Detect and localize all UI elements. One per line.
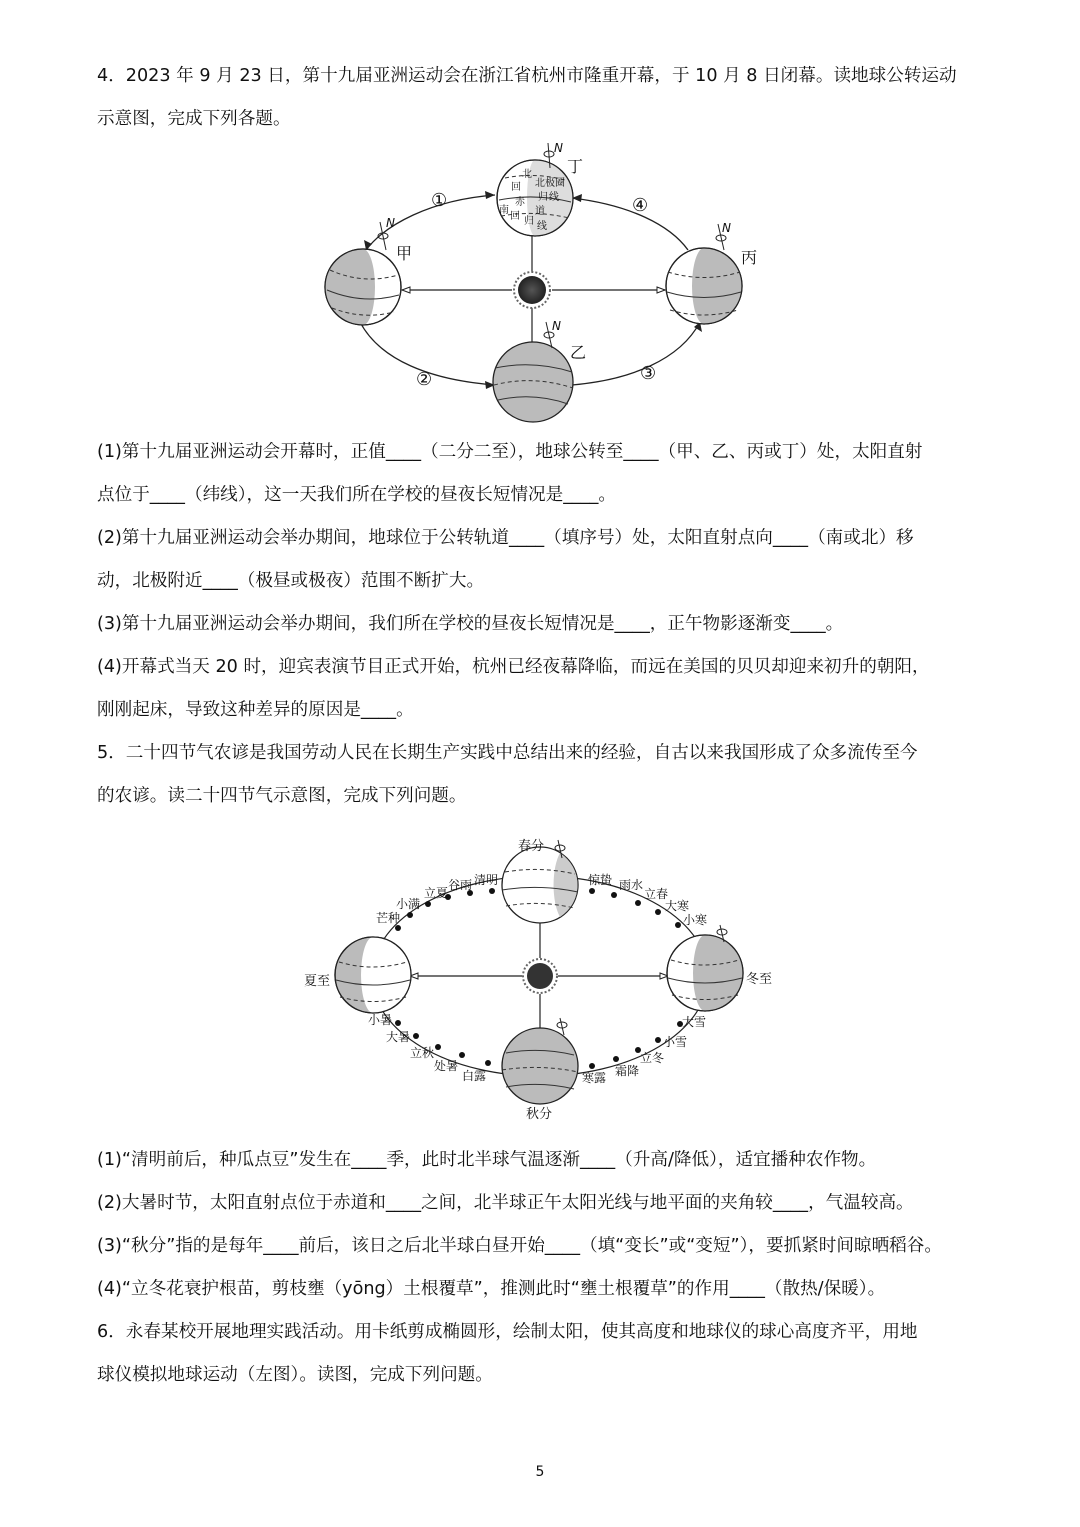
q4-sub4-line2: 刚刚起床，导致这种差异的原因是____。 (97, 700, 414, 720)
q5-sub3: (3)“秋分”指的是每年____前后，该日之后北半球白昼开始____（填“变长”或“变短”），要抓紧时间晾晒稻谷。 (97, 1236, 942, 1256)
north-axis-icon (716, 221, 731, 250)
ding-label: 北 (522, 169, 532, 180)
ding-label: 北极圈 (535, 178, 565, 189)
term-label: 雨水 (619, 878, 644, 892)
earth-revolution-diagram (310, 140, 770, 434)
position-label-jia: 甲 (396, 244, 413, 263)
label-spring-equinox: 春分 (518, 839, 545, 854)
term-label: 小雪 (663, 1035, 688, 1049)
ding-label: 道 (535, 206, 545, 217)
term-label: 大寒 (665, 899, 690, 913)
q4-sub1-line2: 点位于____（纬线），这一天我们所在学校的昼夜长短情况是____。 (97, 485, 617, 505)
orbit-number-2: ② (416, 369, 433, 390)
term-label: 立冬 (640, 1051, 665, 1065)
q5-sub1: (1)“清明前后，种瓜点豆”发生在____季，此时北半球气温逐渐____（升高/降低），适宜播种农作物。 (97, 1150, 877, 1170)
ding-label: 赤 (515, 197, 525, 208)
term-label: 大暑 (386, 1030, 411, 1044)
term-label: 白露 (462, 1069, 487, 1083)
label-winter-solstice: 冬至 (746, 972, 773, 987)
q5-stem-line1: 5．二十四节气农谚是我国劳动人民在长期生产实践中总结出来的经验，自古以来我国形成了众多流传至今 (97, 743, 918, 763)
term-label: 立秋 (410, 1046, 435, 1060)
position-label-bing: 丙 (741, 248, 758, 267)
q6-stem-line2: 球仪模拟地球运动（左图）。读图，完成下列问题。 (97, 1365, 493, 1385)
globe-winter-solstice (667, 935, 743, 1011)
position-label-ding: 丁 (567, 157, 584, 176)
term-label: 谷雨 (448, 878, 473, 892)
orbit-number-1: ① (431, 190, 448, 211)
term-label: 小满 (396, 897, 421, 911)
globe-jia (325, 249, 401, 325)
ding-label: 归 (524, 216, 534, 227)
q4-sub4-line1: (4)开幕式当天 20 时，迎宾表演节目正式开始，杭州已经夜幕降临，而远在美国的贝贝却迎来初升的朝阳， (97, 657, 930, 677)
svg-text:N: N (722, 221, 731, 235)
term-label: 大雪 (682, 1015, 707, 1029)
term-label: 小暑 (368, 1013, 393, 1027)
q5-sub2: (2)大暑时节，太阳直射点位于赤道和____之间，北半球正午太阳光线与地平面的夹角较____，气温较高。 (97, 1193, 914, 1213)
sun-icon (514, 272, 550, 308)
q4-stem-line1: 4．2023 年 9 月 23 日，第十九届亚洲运动会在浙江省杭州市隆重开幕，于 10 月 8 日闭幕。读地球公转运动 (97, 66, 957, 86)
north-axis-icon (378, 216, 395, 250)
orbit-number-3: ③ (640, 363, 657, 384)
q4-sub2-line2: 动，北极附近____（极昼或极夜）范围不断扩大。 (97, 571, 485, 591)
q4-sub1-line1: (1)第十九届亚洲运动会开幕时，正值____（二分二至），地球公转至____（甲、乙、丙或丁）处，太阳直射 (97, 442, 923, 462)
term-label: 立夏 (424, 886, 449, 900)
position-label-yi: 乙 (570, 343, 587, 362)
globe-bing (666, 248, 742, 324)
label-summer-solstice: 夏至 (304, 974, 331, 989)
q4-stem-line2: 示意图，完成下列各题。 (97, 109, 291, 129)
orbit-arc-3 (572, 322, 700, 385)
term-label: 立春 (644, 887, 669, 901)
page-number: 5 (535, 1464, 545, 1480)
term-label: 小寒 (683, 913, 708, 927)
ding-label: 线 (549, 192, 559, 203)
globe-autumn-equinox (502, 1028, 578, 1104)
orbit-number-4: ④ (632, 195, 649, 216)
orbit-arc-4 (572, 198, 688, 250)
globe-ding (497, 160, 573, 236)
q5-stem-line2: 的农谚。读二十四节气示意图，完成下列问题。 (97, 786, 467, 806)
ding-label: 南 (499, 205, 509, 216)
ding-label: 回 (511, 182, 521, 193)
sun-icon (523, 959, 557, 993)
svg-text:N: N (554, 141, 563, 155)
globe-summer-solstice (335, 937, 411, 1013)
term-label: 芒种 (376, 911, 401, 925)
ding-label: 回 (510, 211, 520, 222)
q4-sub3: (3)第十九届亚洲运动会举办期间，我们所在学校的昼夜长短情况是____，正午物影逐渐变____。 (97, 614, 844, 634)
ding-label: 线 (537, 221, 547, 232)
term-label: 寒露 (582, 1071, 607, 1085)
q5-sub4: (4)“立冬花衰护根苗，剪枝壅（yōng）土根覆草”，推测此时“壅土根覆草”的作用____（散热/保暖）。 (97, 1279, 886, 1299)
q4-sub2-line1: (2)第十九届亚洲运动会举办期间，地球位于公转轨道____（填序号）处，太阳直射点向____（南或北）移 (97, 528, 914, 548)
solar-terms-diagram (295, 830, 785, 1134)
q6-stem-line1: 6．永春某校开展地理实践活动。用卡纸剪成椭圆形，绘制太阳，使其高度和地球仪的球心高度齐平，用地 (97, 1322, 918, 1342)
svg-text:N: N (552, 319, 561, 333)
globe-yi (493, 342, 573, 422)
label-autumn-equinox: 秋分 (526, 1107, 553, 1122)
ding-label: 归 (538, 192, 548, 203)
north-axis-icon (544, 319, 561, 348)
term-label: 惊蛰 (588, 873, 613, 887)
term-label: 处暑 (434, 1059, 459, 1073)
svg-text:N: N (386, 216, 395, 230)
globe-spring-equinox (502, 847, 578, 923)
term-label: 霜降 (615, 1064, 640, 1078)
term-label: 清明 (474, 873, 499, 887)
